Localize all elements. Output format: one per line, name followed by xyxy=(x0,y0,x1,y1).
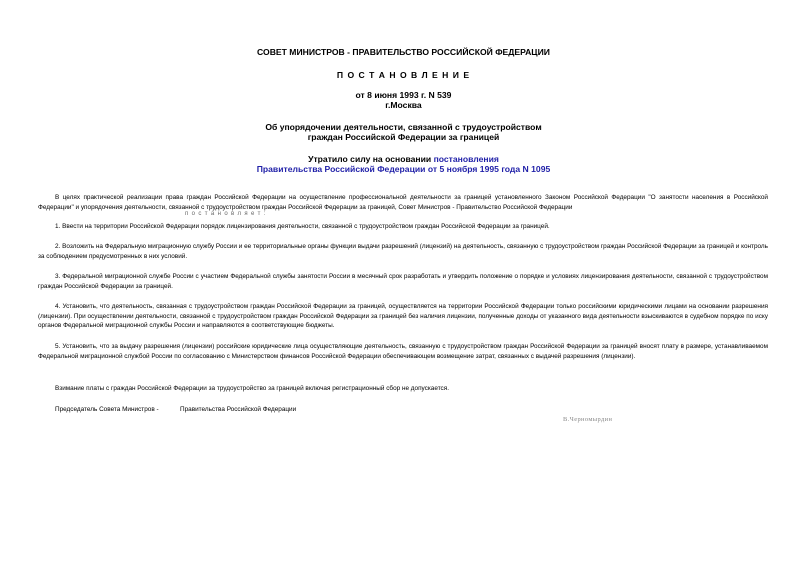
clause-4: 4. Установить, что деятельность, связанная с трудоустройством граждан Российской Федерации за границей, осуществляется на территории Российской Федерации только российскими юридическими лицами на основании разрешения (лицензии). При осуществлении деятельности, связанной с трудоустройством граждан Российской Федерации за границей без наличия лицензии, полученные доходы от указанного вида деятельности взыскиваются в судебном порядке по иску органов Федеральной миграционной службы России и направляются в соответствующие бюджеты. xyxy=(38,303,768,330)
signatory-name: В.Черномырдин xyxy=(563,416,613,423)
preamble-paragraph: В целях практической реализации права граждан Российской Федерации на осуществление профессиональной деятельности за границей установленного Законом Российской Федерации "О занятости населения в Российской Федерации" и упорядочения деятельности, связанной с трудоустройством граждан Российской Федерации за границей, Совет Министров - Правительство Российской Федерации xyxy=(38,194,768,211)
document-type: П О С Т А Н О В Л Е Н И Е xyxy=(336,70,471,80)
fee-prohibition-paragraph: Взимание платы с граждан Российской Федерации за трудоустройство за границей включая регистрационный сбор не допускается. xyxy=(55,385,449,392)
repeal-status-prefix: Утратило силу на основании xyxy=(308,154,434,164)
repeal-link-government-decree[interactable]: Правительства Российской Федерации от 5 ноября 1995 года N 1095 xyxy=(256,164,551,174)
document-title-line1: Об упорядочении деятельности, связанной с трудоустройством xyxy=(265,122,542,132)
clause-1: 1. Ввести на территории Российской Федерации порядок лицензирования деятельности, связанной с трудоустройством граждан Российской Федерации за границей. xyxy=(55,223,550,230)
signatory-position-part2: Правительства Российской Федерации xyxy=(180,406,297,413)
clause-3: 3. Федеральной миграционной службе России с участием Федеральной службы занятости России в месячный срок разработать и утвердить положение о порядке и условиях лицензирования деятельности, связанной с трудоустройством граждан Российской Федерации за границей. xyxy=(38,273,768,290)
document-date-number: от 8 июня 1993 г. N 539 xyxy=(355,90,452,100)
signatory-position-part1: Председатель Совета Министров - xyxy=(55,406,159,413)
clause-2: 2. Возложить на Федеральную миграционную службу России и ее территориальные органы функции выдачи разрешений (лицензий) на деятельность, связанную с трудоустройством граждан Российской Федерации за границей и контроль за соблюдением предусмотренных в них условий. xyxy=(38,243,768,260)
issuing-authority: СОВЕТ МИНИСТРОВ - ПРАВИТЕЛЬСТВО РОССИЙСКОЙ ФЕДЕРАЦИИ xyxy=(257,47,550,57)
repeal-link-decree[interactable]: постановления xyxy=(433,154,499,164)
document-place: г.Москва xyxy=(385,100,422,110)
ruling-word: постановляет: xyxy=(185,211,269,217)
repeal-status xyxy=(0,154,807,164)
clause-5: 5. Установить, что за выдачу разрешения (лицензии) российские юридические лица осуществляющие деятельность, связанную с трудоустройством граждан Российской Федерации за границей вносят плату в размере, устанавливаемом Федеральной миграционной службой России по согласованию с Министерством финансов Российской Федерации обеспечивающем возмещение затрат, связанных с выдачей разрешения (лицензии). xyxy=(38,343,768,360)
document-title-line2: граждан Российской Федерации за границей xyxy=(307,132,500,142)
